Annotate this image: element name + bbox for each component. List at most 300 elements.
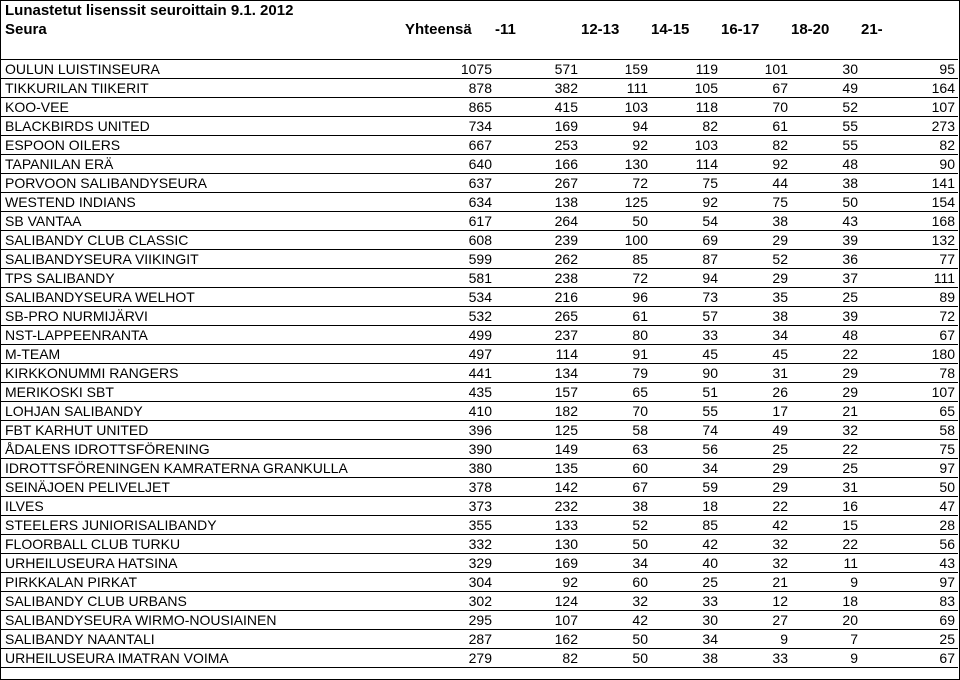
cell-age-12-13: 111 <box>581 79 651 98</box>
cell-age-12-13: 85 <box>581 250 651 269</box>
cell-age-16-17: 67 <box>721 79 791 98</box>
cell-age-12-13: 60 <box>581 573 651 592</box>
cell-total: 332 <box>405 535 495 554</box>
cell-age-11: 92 <box>495 573 581 592</box>
cell-age-11: 133 <box>495 516 581 535</box>
cell-club-name: NST-LAPPEENRANTA <box>1 326 405 345</box>
cell-total: 634 <box>405 193 495 212</box>
cell-age-21: 75 <box>861 440 958 459</box>
cell-age-14-15: 40 <box>651 554 721 573</box>
cell-club-name: SB-PRO NURMIJÄRVI <box>1 307 405 326</box>
cell-age-14-15: 54 <box>651 212 721 231</box>
header-row <box>1 20 958 38</box>
cell-age-11: 239 <box>495 231 581 250</box>
cell-total: 435 <box>405 383 495 402</box>
cell-age-14-15: 74 <box>651 421 721 440</box>
cell-age-21: 97 <box>861 573 958 592</box>
table-row <box>1 174 958 193</box>
cell-club-name: LOHJAN SALIBANDY <box>1 402 405 421</box>
cell-total: 878 <box>405 79 495 98</box>
table-row <box>1 326 958 345</box>
cell-age-21: 78 <box>861 364 958 383</box>
cell-age-16-17: 9 <box>721 630 791 649</box>
cell-total: 373 <box>405 497 495 516</box>
cell-total: 534 <box>405 288 495 307</box>
cell-age-21: 67 <box>861 326 958 345</box>
cell-club-name: PORVOON SALIBANDYSEURA <box>1 174 405 193</box>
cell-age-18-20: 29 <box>791 383 861 402</box>
cell-age-16-17: 38 <box>721 212 791 231</box>
cell-total: 304 <box>405 573 495 592</box>
cell-club-name: TIKKURILAN TIIKERIT <box>1 79 405 98</box>
cell-age-16-17: 12 <box>721 592 791 611</box>
cell-age-14-15: 33 <box>651 592 721 611</box>
table-row <box>1 117 958 136</box>
cell-age-16-17: 31 <box>721 364 791 383</box>
table-row <box>1 497 958 516</box>
cell-age-11: 130 <box>495 535 581 554</box>
cell-total: 637 <box>405 174 495 193</box>
cell-age-18-20: 11 <box>791 554 861 573</box>
cell-club-name: IDROTTSFÖRENINGEN KAMRATERNA GRANKULLA <box>1 459 405 478</box>
table-row <box>1 136 958 155</box>
cell-total: 302 <box>405 592 495 611</box>
cell-age-12-13: 80 <box>581 326 651 345</box>
table-row <box>1 307 958 326</box>
cell-age-16-17: 21 <box>721 573 791 592</box>
cell-age-18-20: 29 <box>791 364 861 383</box>
cell-age-18-20: 22 <box>791 535 861 554</box>
cell-age-11: 149 <box>495 440 581 459</box>
cell-total: 640 <box>405 155 495 174</box>
cell-age-11: 169 <box>495 117 581 136</box>
cell-club-name: TPS SALIBANDY <box>1 269 405 288</box>
cell-age-12-13: 63 <box>581 440 651 459</box>
cell-age-21: 47 <box>861 497 958 516</box>
table-row <box>1 459 958 478</box>
cell-age-21: 107 <box>861 98 958 117</box>
cell-age-14-15: 51 <box>651 383 721 402</box>
cell-age-18-20: 36 <box>791 250 861 269</box>
header-spacer <box>1 38 958 60</box>
table-row <box>1 212 958 231</box>
cell-club-name: M-TEAM <box>1 345 405 364</box>
cell-age-18-20: 48 <box>791 155 861 174</box>
cell-age-12-13: 92 <box>581 136 651 155</box>
cell-age-16-17: 26 <box>721 383 791 402</box>
cell-age-11: 264 <box>495 212 581 231</box>
cell-age-11: 142 <box>495 478 581 497</box>
cell-club-name: STEELERS JUNIORISALIBANDY <box>1 516 405 535</box>
cell-total: 287 <box>405 630 495 649</box>
cell-club-name: BLACKBIRDS UNITED <box>1 117 405 136</box>
cell-age-12-13: 42 <box>581 611 651 630</box>
cell-total: 667 <box>405 136 495 155</box>
cell-age-18-20: 9 <box>791 649 861 668</box>
cell-age-11: 262 <box>495 250 581 269</box>
cell-club-name: ESPOON OILERS <box>1 136 405 155</box>
cell-age-14-15: 118 <box>651 98 721 117</box>
cell-age-12-13: 34 <box>581 554 651 573</box>
cell-age-12-13: 100 <box>581 231 651 250</box>
cell-age-16-17: 38 <box>721 307 791 326</box>
cell-age-14-15: 38 <box>651 649 721 668</box>
cell-age-21: 141 <box>861 174 958 193</box>
cell-age-12-13: 65 <box>581 383 651 402</box>
cell-age-18-20: 18 <box>791 592 861 611</box>
cell-age-21: 168 <box>861 212 958 231</box>
cell-age-16-17: 42 <box>721 516 791 535</box>
header-age-11: -11 <box>495 20 516 38</box>
cell-age-16-17: 61 <box>721 117 791 136</box>
cell-age-12-13: 60 <box>581 459 651 478</box>
cell-club-name: ÅDALENS IDROTTSFÖRENING <box>1 440 405 459</box>
cell-age-11: 238 <box>495 269 581 288</box>
cell-age-11: 135 <box>495 459 581 478</box>
table-row <box>1 402 958 421</box>
cell-age-11: 169 <box>495 554 581 573</box>
cell-club-name: ILVES <box>1 497 405 516</box>
cell-club-name: SALIBANDY CLUB URBANS <box>1 592 405 611</box>
cell-age-14-15: 119 <box>651 60 721 79</box>
cell-age-16-17: 29 <box>721 478 791 497</box>
cell-age-16-17: 52 <box>721 250 791 269</box>
header-age-14-15: 14-15 <box>651 20 690 38</box>
cell-age-12-13: 32 <box>581 592 651 611</box>
table-row <box>1 288 958 307</box>
cell-age-16-17: 92 <box>721 155 791 174</box>
cell-age-11: 216 <box>495 288 581 307</box>
license-table <box>1 20 958 668</box>
table-row <box>1 649 958 668</box>
cell-age-21: 56 <box>861 535 958 554</box>
cell-age-21: 77 <box>861 250 958 269</box>
cell-age-21: 43 <box>861 554 958 573</box>
cell-age-18-20: 55 <box>791 117 861 136</box>
cell-age-14-15: 56 <box>651 440 721 459</box>
cell-age-18-20: 32 <box>791 421 861 440</box>
cell-age-18-20: 22 <box>791 345 861 364</box>
cell-age-12-13: 103 <box>581 98 651 117</box>
cell-age-21: 164 <box>861 79 958 98</box>
table-body <box>1 60 958 668</box>
cell-age-11: 166 <box>495 155 581 174</box>
cell-age-12-13: 61 <box>581 307 651 326</box>
cell-age-16-17: 29 <box>721 459 791 478</box>
table-row <box>1 421 958 440</box>
cell-age-16-17: 32 <box>721 554 791 573</box>
cell-age-18-20: 20 <box>791 611 861 630</box>
cell-age-12-13: 159 <box>581 60 651 79</box>
table-row <box>1 364 958 383</box>
cell-club-name: MERIKOSKI SBT <box>1 383 405 402</box>
cell-club-name: SALIBANDY CLUB CLASSIC <box>1 231 405 250</box>
cell-age-12-13: 91 <box>581 345 651 364</box>
cell-age-21: 83 <box>861 592 958 611</box>
table-row <box>1 79 958 98</box>
cell-age-11: 125 <box>495 421 581 440</box>
table-row <box>1 250 958 269</box>
header-age-12-13: 12-13 <box>581 20 620 38</box>
cell-total: 532 <box>405 307 495 326</box>
cell-club-name: URHEILUSEURA IMATRAN VOIMA <box>1 649 405 668</box>
table-row <box>1 516 958 535</box>
cell-age-18-20: 22 <box>791 440 861 459</box>
table-row <box>1 98 958 117</box>
cell-total: 497 <box>405 345 495 364</box>
cell-club-name: WESTEND INDIANS <box>1 193 405 212</box>
cell-age-18-20: 52 <box>791 98 861 117</box>
cell-age-21: 89 <box>861 288 958 307</box>
cell-age-14-15: 34 <box>651 459 721 478</box>
table-row <box>1 155 958 174</box>
cell-age-14-15: 94 <box>651 269 721 288</box>
cell-age-12-13: 50 <box>581 630 651 649</box>
cell-club-name: SALIBANDY NAANTALI <box>1 630 405 649</box>
cell-age-21: 154 <box>861 193 958 212</box>
cell-age-12-13: 50 <box>581 649 651 668</box>
table-row <box>1 60 958 79</box>
cell-club-name: FLOORBALL CLUB TURKU <box>1 535 405 554</box>
cell-age-11: 382 <box>495 79 581 98</box>
cell-age-11: 138 <box>495 193 581 212</box>
cell-total: 355 <box>405 516 495 535</box>
cell-age-21: 25 <box>861 630 958 649</box>
cell-total: 279 <box>405 649 495 668</box>
cell-age-18-20: 30 <box>791 60 861 79</box>
cell-total: 581 <box>405 269 495 288</box>
cell-club-name: KOO-VEE <box>1 98 405 117</box>
cell-age-16-17: 22 <box>721 497 791 516</box>
table-row <box>1 231 958 250</box>
cell-age-14-15: 90 <box>651 364 721 383</box>
cell-age-21: 72 <box>861 307 958 326</box>
cell-total: 390 <box>405 440 495 459</box>
cell-age-12-13: 79 <box>581 364 651 383</box>
cell-club-name: SB VANTAA <box>1 212 405 231</box>
cell-age-12-13: 72 <box>581 174 651 193</box>
cell-age-18-20: 7 <box>791 630 861 649</box>
table-row <box>1 193 958 212</box>
spacer-cell <box>1 38 958 60</box>
cell-age-14-15: 57 <box>651 307 721 326</box>
cell-total: 608 <box>405 231 495 250</box>
cell-age-12-13: 94 <box>581 117 651 136</box>
cell-age-14-15: 33 <box>651 326 721 345</box>
cell-age-16-17: 33 <box>721 649 791 668</box>
cell-age-11: 157 <box>495 383 581 402</box>
cell-club-name: KIRKKONUMMI RANGERS <box>1 364 405 383</box>
cell-age-18-20: 15 <box>791 516 861 535</box>
cell-age-11: 237 <box>495 326 581 345</box>
cell-age-16-17: 101 <box>721 60 791 79</box>
cell-club-name: URHEILUSEURA HATSINA <box>1 554 405 573</box>
cell-total: 1075 <box>405 60 495 79</box>
cell-age-18-20: 9 <box>791 573 861 592</box>
cell-age-12-13: 96 <box>581 288 651 307</box>
cell-age-14-15: 87 <box>651 250 721 269</box>
cell-age-12-13: 38 <box>581 497 651 516</box>
cell-age-18-20: 38 <box>791 174 861 193</box>
cell-age-21: 67 <box>861 649 958 668</box>
cell-age-14-15: 34 <box>651 630 721 649</box>
table-row <box>1 630 958 649</box>
cell-total: 865 <box>405 98 495 117</box>
cell-age-16-17: 27 <box>721 611 791 630</box>
cell-age-21: 65 <box>861 402 958 421</box>
cell-club-name: PIRKKALAN PIRKAT <box>1 573 405 592</box>
cell-age-11: 571 <box>495 60 581 79</box>
cell-age-18-20: 16 <box>791 497 861 516</box>
cell-club-name: FBT KARHUT UNITED <box>1 421 405 440</box>
cell-age-11: 162 <box>495 630 581 649</box>
cell-age-18-20: 21 <box>791 402 861 421</box>
cell-age-21: 107 <box>861 383 958 402</box>
cell-total: 734 <box>405 117 495 136</box>
cell-age-21: 50 <box>861 478 958 497</box>
cell-age-11: 267 <box>495 174 581 193</box>
cell-total: 599 <box>405 250 495 269</box>
header-age-21: 21- <box>861 20 883 38</box>
cell-age-14-15: 82 <box>651 117 721 136</box>
cell-age-14-15: 18 <box>651 497 721 516</box>
cell-age-21: 82 <box>861 136 958 155</box>
cell-age-14-15: 73 <box>651 288 721 307</box>
cell-age-16-17: 45 <box>721 345 791 364</box>
cell-total: 499 <box>405 326 495 345</box>
cell-age-14-15: 25 <box>651 573 721 592</box>
cell-age-11: 253 <box>495 136 581 155</box>
cell-age-14-15: 105 <box>651 79 721 98</box>
table-row <box>1 592 958 611</box>
cell-age-16-17: 29 <box>721 231 791 250</box>
cell-age-11: 107 <box>495 611 581 630</box>
cell-age-11: 182 <box>495 402 581 421</box>
cell-age-18-20: 25 <box>791 459 861 478</box>
cell-age-16-17: 44 <box>721 174 791 193</box>
cell-age-11: 124 <box>495 592 581 611</box>
cell-age-21: 90 <box>861 155 958 174</box>
cell-age-18-20: 43 <box>791 212 861 231</box>
cell-club-name: SALIBANDYSEURA WELHOT <box>1 288 405 307</box>
cell-age-16-17: 49 <box>721 421 791 440</box>
cell-club-name: OULUN LUISTINSEURA <box>1 60 405 79</box>
cell-age-12-13: 58 <box>581 421 651 440</box>
header-total: Yhteensä <box>405 20 472 38</box>
cell-age-14-15: 42 <box>651 535 721 554</box>
cell-age-16-17: 29 <box>721 269 791 288</box>
cell-age-21: 111 <box>861 269 958 288</box>
cell-age-21: 95 <box>861 60 958 79</box>
cell-age-16-17: 34 <box>721 326 791 345</box>
cell-age-14-15: 103 <box>651 136 721 155</box>
cell-age-12-13: 70 <box>581 402 651 421</box>
cell-age-14-15: 75 <box>651 174 721 193</box>
cell-age-16-17: 32 <box>721 535 791 554</box>
table-row <box>1 440 958 459</box>
cell-age-14-15: 114 <box>651 155 721 174</box>
cell-age-14-15: 45 <box>651 345 721 364</box>
cell-age-11: 415 <box>495 98 581 117</box>
table-row <box>1 383 958 402</box>
cell-age-21: 97 <box>861 459 958 478</box>
cell-total: 329 <box>405 554 495 573</box>
cell-club-name: SALIBANDYSEURA VIIKINGIT <box>1 250 405 269</box>
cell-age-11: 134 <box>495 364 581 383</box>
cell-age-18-20: 39 <box>791 307 861 326</box>
cell-club-name: TAPANILAN ERÄ <box>1 155 405 174</box>
header-age-18-20: 18-20 <box>791 20 830 38</box>
cell-total: 295 <box>405 611 495 630</box>
cell-age-14-15: 30 <box>651 611 721 630</box>
cell-age-12-13: 50 <box>581 535 651 554</box>
cell-total: 410 <box>405 402 495 421</box>
cell-total: 378 <box>405 478 495 497</box>
cell-age-12-13: 72 <box>581 269 651 288</box>
header-club: Seura <box>5 20 47 38</box>
cell-age-11: 82 <box>495 649 581 668</box>
cell-club-name: SALIBANDYSEURA WIRMO-NOUSIAINEN <box>1 611 405 630</box>
header-age-16-17: 16-17 <box>721 20 760 38</box>
cell-age-21: 28 <box>861 516 958 535</box>
cell-age-21: 273 <box>861 117 958 136</box>
cell-age-14-15: 85 <box>651 516 721 535</box>
cell-age-18-20: 48 <box>791 326 861 345</box>
table-row <box>1 478 958 497</box>
cell-age-21: 180 <box>861 345 958 364</box>
table-row <box>1 345 958 364</box>
cell-total: 617 <box>405 212 495 231</box>
cell-age-18-20: 25 <box>791 288 861 307</box>
table-row <box>1 554 958 573</box>
cell-age-18-20: 31 <box>791 478 861 497</box>
cell-age-16-17: 17 <box>721 402 791 421</box>
cell-age-14-15: 92 <box>651 193 721 212</box>
cell-age-12-13: 67 <box>581 478 651 497</box>
cell-age-12-13: 130 <box>581 155 651 174</box>
cell-club-name: SEINÄJOEN PELIVELJET <box>1 478 405 497</box>
cell-age-18-20: 49 <box>791 79 861 98</box>
cell-age-16-17: 75 <box>721 193 791 212</box>
cell-total: 441 <box>405 364 495 383</box>
cell-age-11: 114 <box>495 345 581 364</box>
cell-age-18-20: 55 <box>791 136 861 155</box>
cell-age-12-13: 125 <box>581 193 651 212</box>
cell-age-16-17: 35 <box>721 288 791 307</box>
cell-age-21: 58 <box>861 421 958 440</box>
page-title: Lunastetut lisenssit seuroittain 9.1. 2012 <box>5 2 294 19</box>
cell-age-12-13: 50 <box>581 212 651 231</box>
table-row <box>1 269 958 288</box>
table-row <box>1 535 958 554</box>
cell-age-16-17: 82 <box>721 136 791 155</box>
table-row <box>1 611 958 630</box>
cell-age-21: 132 <box>861 231 958 250</box>
cell-total: 396 <box>405 421 495 440</box>
table-row <box>1 573 958 592</box>
cell-age-21: 69 <box>861 611 958 630</box>
cell-age-16-17: 70 <box>721 98 791 117</box>
cell-age-18-20: 37 <box>791 269 861 288</box>
cell-age-11: 232 <box>495 497 581 516</box>
cell-age-14-15: 55 <box>651 402 721 421</box>
cell-age-14-15: 59 <box>651 478 721 497</box>
cell-age-16-17: 25 <box>721 440 791 459</box>
cell-age-18-20: 50 <box>791 193 861 212</box>
cell-age-18-20: 39 <box>791 231 861 250</box>
cell-age-12-13: 52 <box>581 516 651 535</box>
cell-age-14-15: 69 <box>651 231 721 250</box>
